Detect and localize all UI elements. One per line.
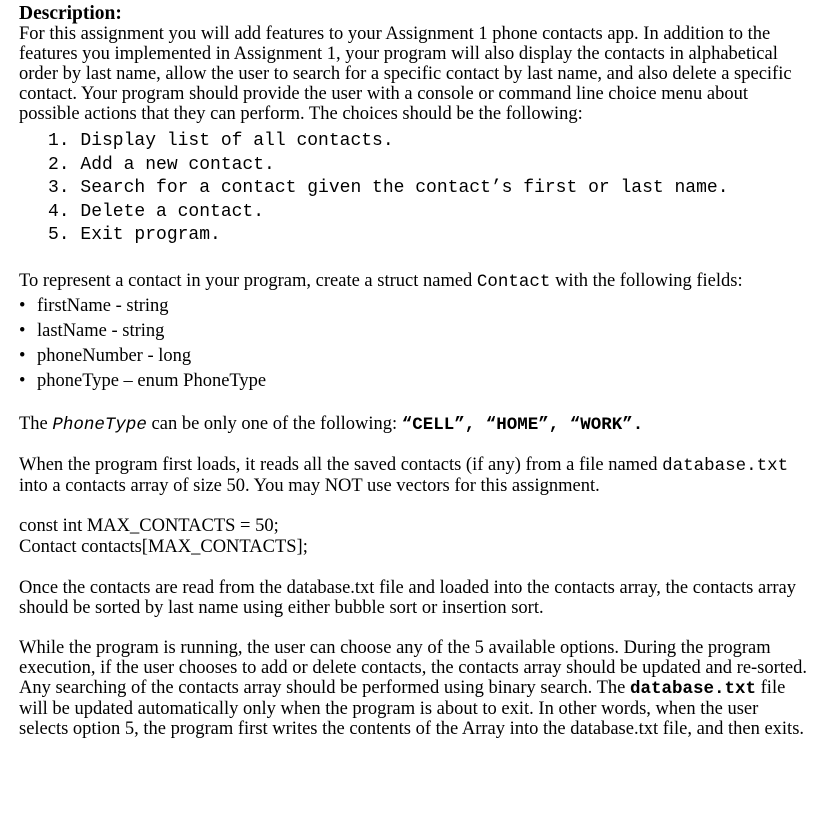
phonetype-paragraph	[19, 414, 811, 435]
code-line-contacts-array: Contact contacts[MAX_CONTACTS];	[19, 536, 308, 557]
load-text-after: into a contacts array of size 50. You may NOT use vectors for this assignment.	[19, 475, 600, 496]
code-line-max-contacts: const int MAX_CONTACTS = 50;	[19, 515, 279, 536]
field-label: phoneNumber - long	[37, 345, 192, 366]
field-item	[19, 319, 811, 344]
phonetype-enum-name: PhoneType	[52, 414, 147, 435]
bullet-icon: •	[19, 345, 26, 366]
database-file-name-bold: database.txt	[629, 678, 757, 699]
field-item	[19, 344, 811, 369]
database-file-name: database.txt	[662, 455, 789, 476]
intro-paragraph: For this assignment you will add features to your Assignment 1 phone contacts app. In addition to the features you implemented in Assignment 1, your program will also display the contacts in alphabetical order by last name, allow the user to search for a specific contact by last name, and also delete a specific contact. Your program should provide the user with a console or command line choice menu about possible actions that they can perform. The choices should be the following:	[19, 24, 792, 124]
field-item	[19, 369, 811, 394]
phonetype-text-before: The	[19, 413, 53, 434]
menu-choice: 5. Exit program.	[48, 225, 221, 245]
load-text-before: When the program first loads, it reads all the saved contacts (if any) from a file named	[19, 454, 663, 475]
menu-choices-list	[19, 130, 811, 248]
menu-choice: 2. Add a new contact.	[48, 154, 275, 175]
sort-paragraph: Once the contacts are read from the database.txt file and loaded into the contacts array, the contacts array should be sorted by last name using either bubble sort or insertion sort.	[19, 577, 796, 618]
runtime-text-before: While the program is running, the user can choose any of the 5 available options. During the program execution, if the user chooses to add or delete contacts, the contacts array should be updated and re-sorted. Any searching of the contacts array should be performed using binary search. The	[19, 637, 808, 698]
field-label: firstName - string	[37, 295, 169, 316]
bullet-icon: •	[19, 370, 26, 391]
struct-paragraph	[19, 271, 811, 292]
bullet-icon: •	[19, 295, 26, 316]
runtime-text-after: file will be updated automatically only when the program is about to exit. In other words, when the user selects option 5, the program first writes the contents of the Array into the database.txt file, and then exits.	[19, 677, 805, 739]
phonetype-text-middle: can be only one of the following:	[146, 413, 402, 434]
load-paragraph	[19, 455, 811, 496]
struct-fields-list	[19, 294, 811, 394]
menu-choice: 3. Search for a contact given the contact’s first or last name.	[48, 178, 729, 198]
runtime-paragraph	[19, 638, 811, 739]
phonetype-values: “CELL”, “HOME”, “WORK”.	[401, 414, 644, 435]
menu-choice: 4. Delete a contact.	[48, 201, 265, 222]
field-label: phoneType – enum PhoneType	[37, 370, 267, 391]
struct-name: Contact	[476, 271, 551, 292]
struct-text-after: with the following fields:	[550, 270, 743, 291]
bullet-icon: •	[19, 320, 26, 341]
struct-text-before: To represent a contact in your program, create a struct named	[19, 270, 477, 291]
field-item	[19, 294, 811, 319]
field-label: lastName - string	[37, 320, 165, 341]
menu-choice: 1. Display list of all contacts.	[48, 131, 394, 151]
description-heading: Description:	[19, 3, 122, 24]
